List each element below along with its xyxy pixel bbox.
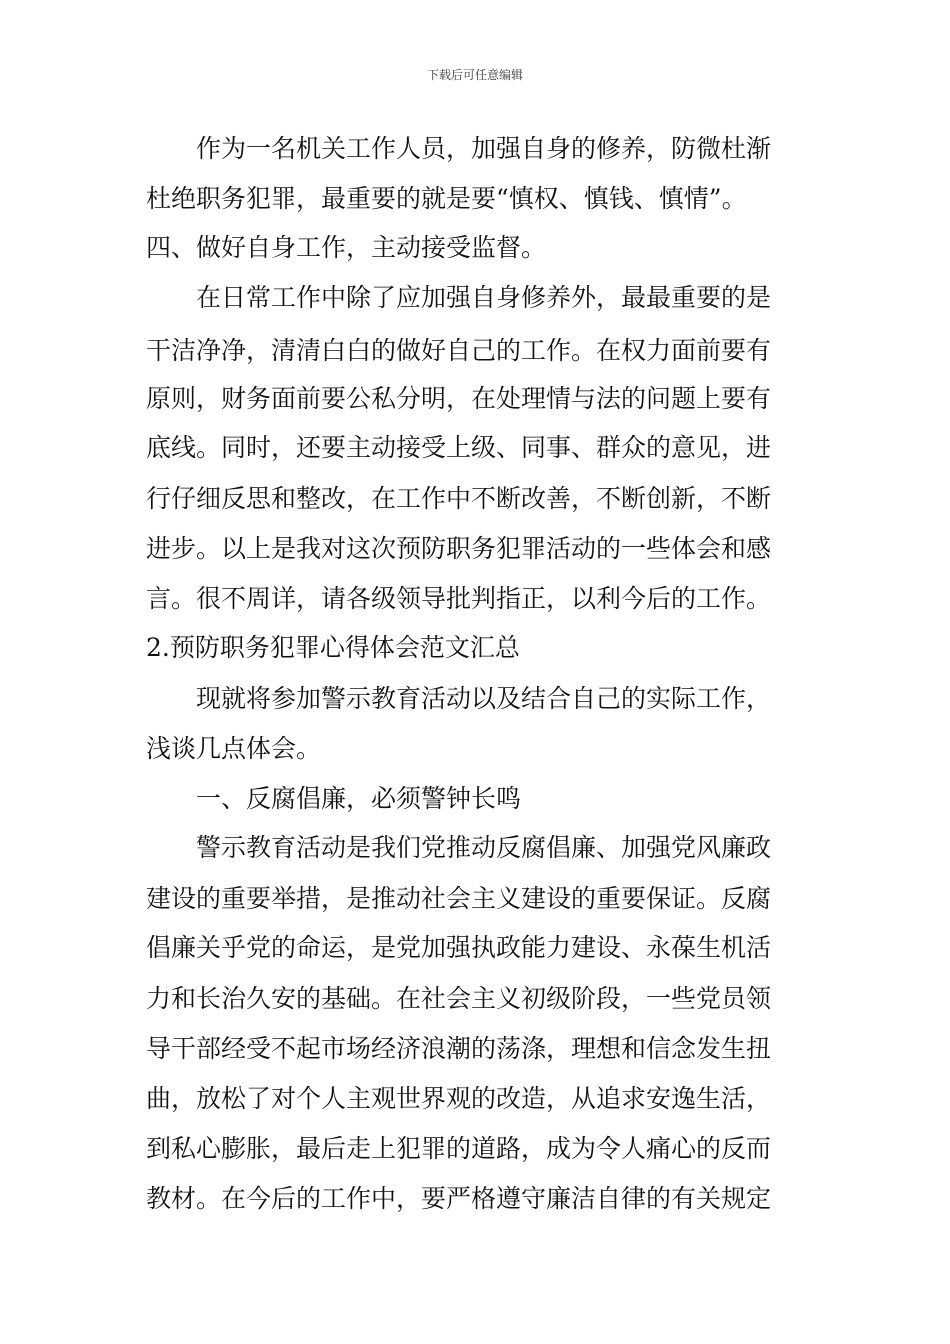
paragraph-line: 到私心膨胀，最后走上犯罪的道路，成为令人痛心的反而 — [146, 1134, 772, 1163]
paragraph-line: 进步。以上是我对这次预防职务犯罪活动的一些体会和感 — [146, 534, 772, 563]
paragraph-line: 现就将参加警示教育活动以及结合自己的实际工作， — [196, 684, 772, 713]
paragraph-line: 建设的重要举措，是推动社会主义建设的重要保证。反腐 — [146, 884, 772, 913]
paragraph-line: 导干部经受不起市场经济浪潮的荡涤，理想和信念发生扭 — [146, 1034, 772, 1063]
paragraph-line: 作为一名机关工作人员，加强自身的修养，防微杜渐 — [196, 134, 772, 163]
paragraph-line: 教材。在今后的工作中，要严格遵守廉洁自律的有关规定 — [146, 1184, 772, 1213]
paragraph-line: 倡廉关乎党的命运，是党加强执政能力建设、永葆生机活 — [146, 933, 772, 962]
paragraph-line: 言。很不周详，请各级领导批判指正，以利今后的工作。 — [146, 584, 772, 613]
paragraph-line: 曲，放松了对个人主观世界观的改造，从追求安逸生活， — [146, 1084, 772, 1113]
section-heading: 一、反腐倡廉，必须警钟长鸣 — [196, 784, 522, 813]
paragraph-line: 警示教育活动是我们党推动反腐倡廉、加强党风廉政 — [196, 833, 772, 862]
paragraph-line: 力和长治久安的基础。在社会主义初级阶段，一些党员领 — [146, 984, 772, 1013]
paragraph-line: 原则，财务面前要公私分明，在处理情与法的问题上要有 — [146, 384, 772, 413]
header-note: 下载后可任意编辑 — [426, 68, 523, 82]
paragraph-line: 干洁净净，清清白白的做好自己的工作。在权力面前要有 — [146, 336, 772, 365]
paragraph-line: 底线。同时，还要主动接受上级、同事、群众的意见，进 — [146, 433, 772, 462]
section-title: 2.预防职务犯罪心得体会范文汇总 — [146, 633, 520, 662]
paragraph-line: 在日常工作中除了应加强自身修养外，最最重要的是 — [196, 283, 772, 312]
paragraph-line: 杜绝职务犯罪，最重要的就是要“慎权、慎钱、慎情”。 — [146, 184, 747, 213]
section-heading: 四、做好自身工作，主动接受监督。 — [146, 233, 547, 262]
paragraph-line: 浅谈几点体会。 — [146, 734, 322, 763]
paragraph-line: 行仔细反思和整改，在工作中不断改善，不断创新，不断 — [146, 484, 772, 513]
